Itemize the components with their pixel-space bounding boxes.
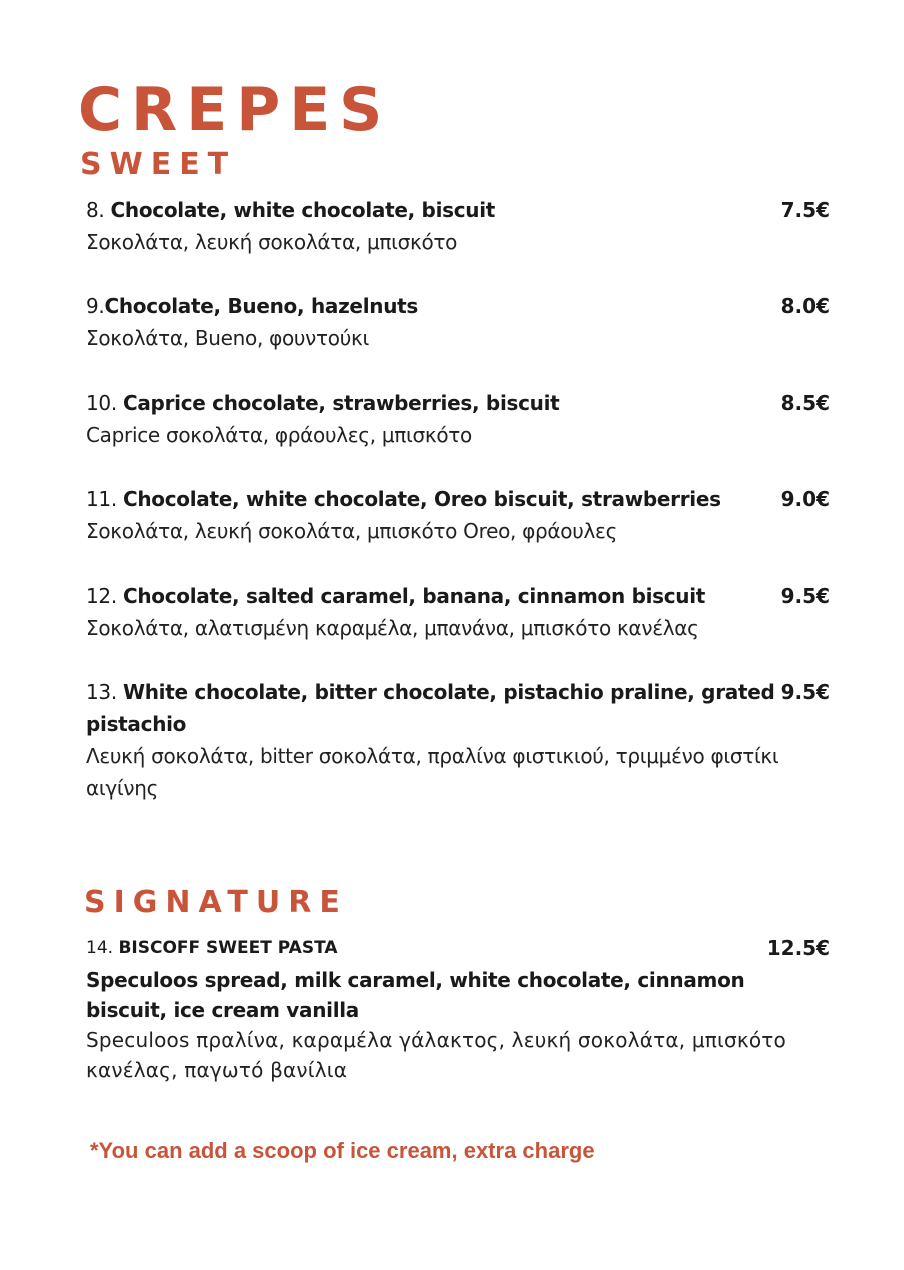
- menu-item: [86, 290, 830, 354]
- menu-item: [86, 387, 830, 451]
- page-title: CREPES: [78, 75, 392, 145]
- item-greek-description: Σοκολάτα, Bueno, φουντούκι: [86, 326, 369, 350]
- item-price: 8.5€: [780, 391, 830, 415]
- item-greek-description: Speculoos πραλίνα, καραμέλα γάλακτος, λευκή σοκολάτα, μπισκότο κανέλας, παγωτό βανίλια: [86, 1028, 786, 1082]
- menu-item: [86, 676, 830, 804]
- item-price: 9.0€: [780, 487, 830, 511]
- item-number: 9.: [86, 294, 105, 318]
- item-name: Caprice chocolate, strawberries, biscuit: [122, 391, 560, 415]
- item-number: 12.: [86, 584, 117, 608]
- item-number: 13.: [86, 680, 117, 704]
- section-heading-signature: SIGNATURE: [84, 885, 348, 920]
- signature-item: [86, 935, 830, 1085]
- item-price: 12.5€: [766, 936, 830, 960]
- item-number: 11.: [86, 487, 117, 511]
- item-name: Chocolate, white chocolate, biscuit: [110, 198, 496, 222]
- item-name: Chocolate, white chocolate, Oreo biscuit, strawberries: [122, 487, 721, 511]
- item-number: 8.: [86, 198, 105, 222]
- item-name: White chocolate, bitter chocolate, pistachio praline, grated pistachio: [86, 680, 775, 736]
- item-price: 8.0€: [780, 294, 830, 318]
- menu-item: [86, 580, 830, 644]
- item-greek-description: Σοκολάτα, αλατισμένη καραμέλα, μπανάνα, μπισκότο κανέλας: [86, 616, 699, 640]
- item-name: BISCOFF SWEET PASTA: [118, 938, 338, 958]
- item-name: Chocolate, salted caramel, banana, cinnamon biscuit: [122, 584, 706, 608]
- item-greek-description: Caprice σοκολάτα, φράουλες, μπισκότο: [86, 423, 472, 447]
- item-name: Chocolate, Bueno, hazelnuts: [104, 294, 418, 318]
- item-greek-description: Σοκολάτα, λευκή σοκολάτα, μπισκότο: [86, 230, 458, 254]
- menu-item: [86, 483, 830, 547]
- item-greek-description: Σοκολάτα, λευκή σοκολάτα, μπισκότο Oreo, φράουλες: [86, 519, 618, 543]
- item-number: 10.: [86, 391, 117, 415]
- item-description: Speculoos spread, milk caramel, white chocolate, cinnamon biscuit, ice cream vanilla: [86, 968, 745, 1022]
- item-price: 7.5€: [780, 198, 830, 222]
- item-number: 14.: [86, 938, 114, 958]
- menu-item: [86, 194, 830, 258]
- ice-cream-note: *You can add a scoop of ice cream, extra charge: [90, 1138, 595, 1163]
- item-greek-description: Λευκή σοκολάτα, bitter σοκολάτα, πραλίνα φιστικιού, τριμμένο φιστίκι αιγίνης: [86, 744, 779, 800]
- item-price: 9.5€: [780, 584, 830, 608]
- item-price: 9.5€: [780, 680, 830, 704]
- section-heading-sweet: SWEET: [80, 147, 237, 182]
